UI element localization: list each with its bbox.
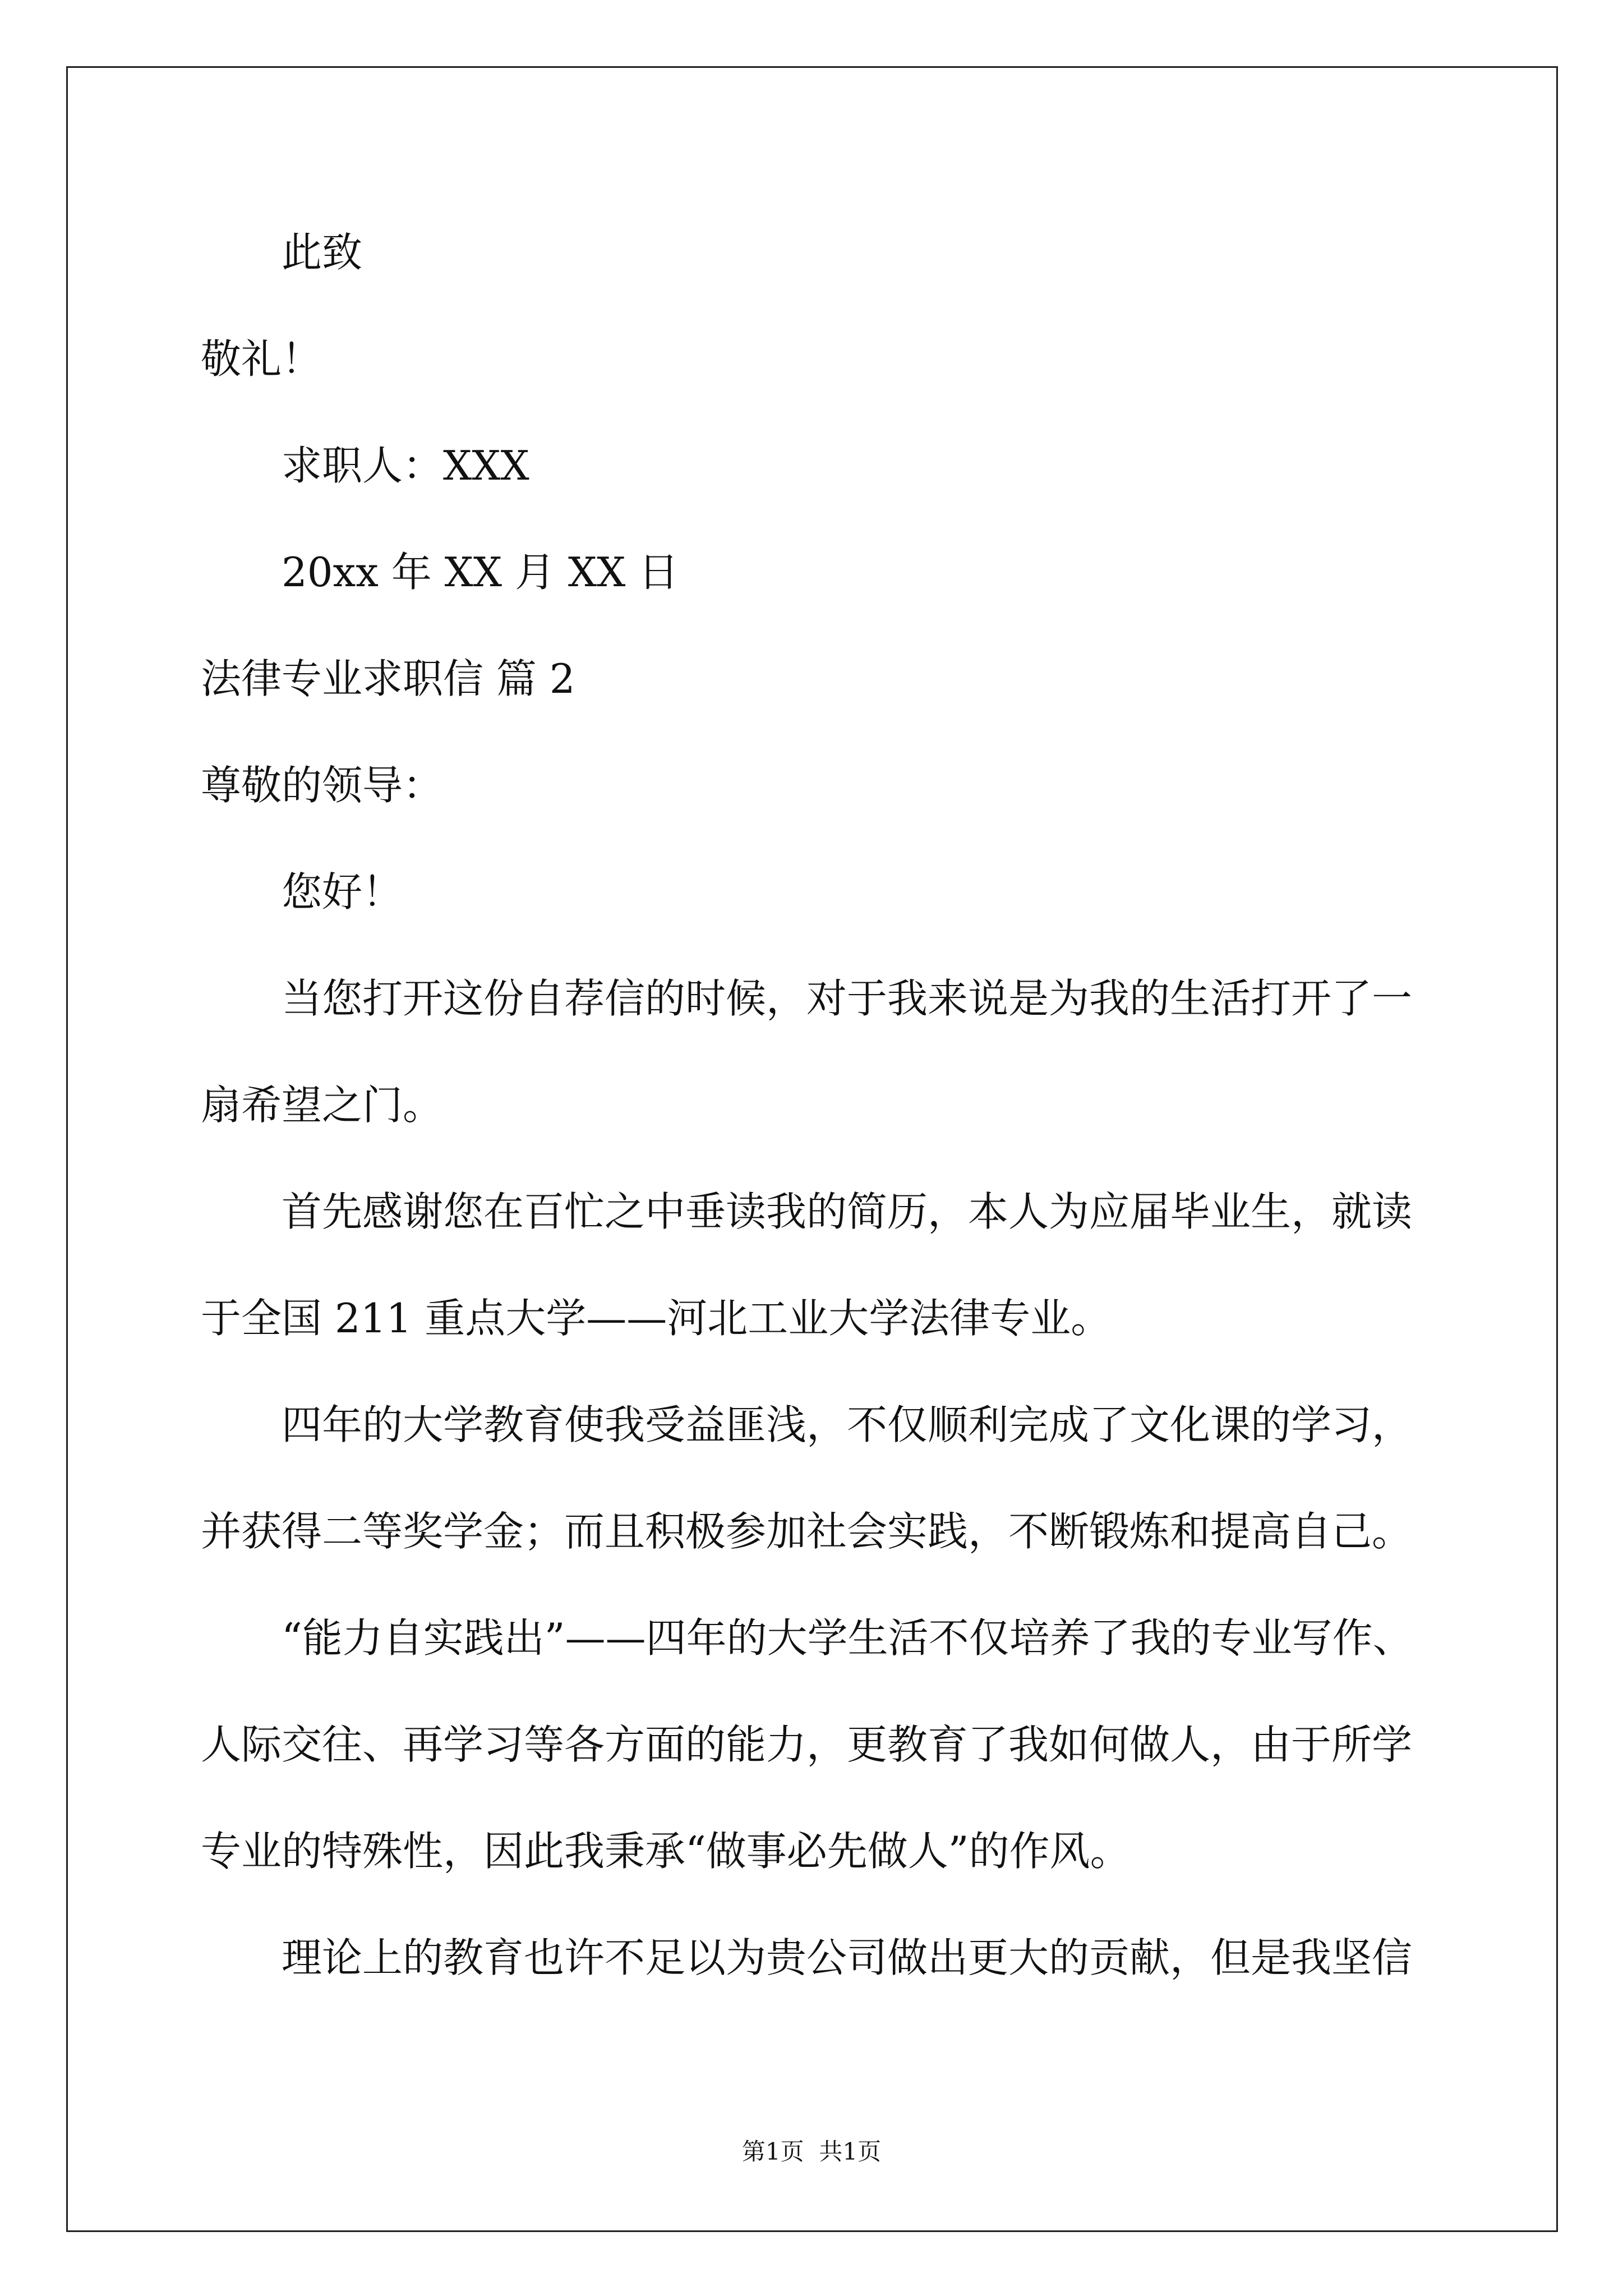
body-line: 首先感谢您在百忙之中垂读我的简历，本人为应届毕业生，就读 <box>282 1188 1413 1235</box>
body-line: 当您打开这份自荐信的时候，对于我来说是为我的生活打开了一 <box>282 975 1413 1022</box>
body-line: 于全国 211 重点大学——河北工业大学法律专业。 <box>201 1295 1112 1342</box>
body-line: 扇希望之门。 <box>201 1082 444 1129</box>
closing-line: 此致 <box>282 229 363 276</box>
greeting: 您好！ <box>282 868 403 915</box>
body-line: 专业的特殊性，因此我秉承“做事必先做人”的作风。 <box>201 1828 1131 1875</box>
letter-body <box>0 199 1623 2011</box>
letter-date: 20xx 年 XX 月 XX 日 <box>282 549 679 596</box>
page-number-footer: 第1页 共1页 <box>741 2138 882 2165</box>
body-line: 理论上的教育也许不足以为贵公司做出更大的贡献，但是我坚信 <box>282 1934 1413 1981</box>
body-line: “能力自实践出”——四年的大学生活不仅培养了我的专业写作、 <box>282 1614 1413 1662</box>
closing-regards: 敬礼！ <box>201 335 322 383</box>
salutation: 尊敬的领导： <box>201 762 444 809</box>
body-line: 并获得二等奖学金；而且积极参加社会实践，不断锻炼和提高自己。 <box>201 1508 1413 1555</box>
applicant-signature: 求职人：XXX <box>282 442 529 489</box>
section-title: 法律专业求职信 篇 2 <box>201 655 575 702</box>
body-line: 人际交往、再学习等各方面的能力，更教育了我如何做人，由于所学 <box>201 1721 1413 1768</box>
body-line: 四年的大学教育使我受益匪浅，不仅顺利完成了文化课的学习， <box>282 1401 1413 1448</box>
